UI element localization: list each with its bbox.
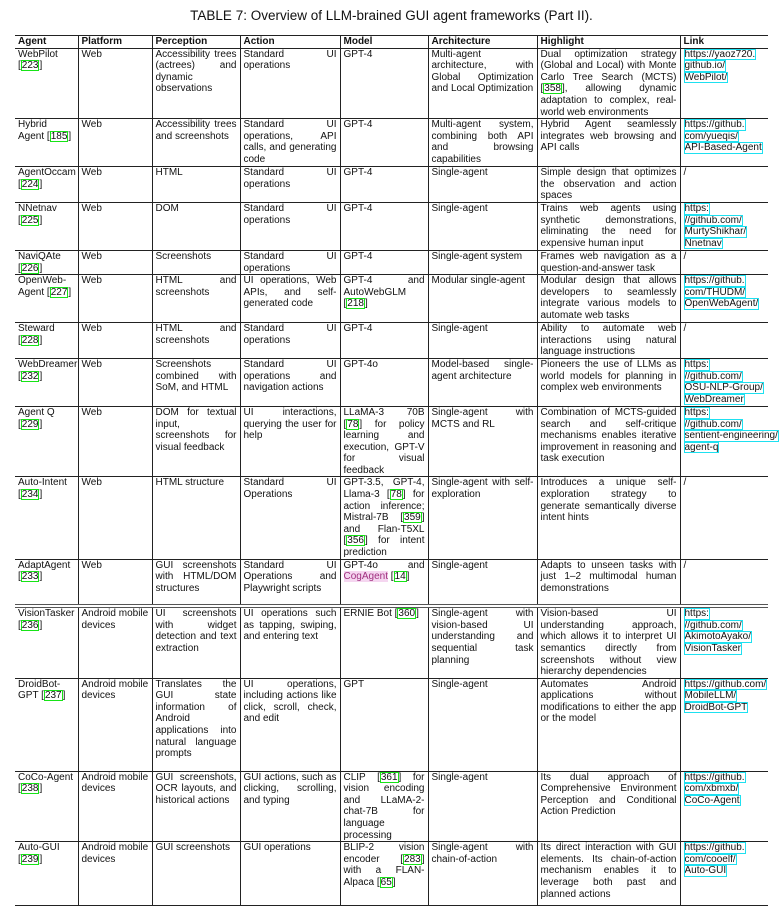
cell-text: Agent Q (18, 406, 55, 418)
cell-text: GPT-4 (343, 119, 373, 131)
platform-cell: Web (78, 406, 152, 477)
cell-text (388, 571, 391, 582)
model-cell: BLIP-2 vision encoder [283] with a FLAN-Alpaca [65] (340, 842, 428, 906)
cell-text: Trains web agents using synthetic demonstrations, eliminating the need for expensive human input (540, 202, 677, 249)
agent-cell: AdaptAgent [233] (15, 559, 78, 606)
citation-link[interactable]: 78 (347, 418, 359, 430)
citation-link[interactable]: 78 (390, 489, 402, 501)
action-cell: Standard UI Operations and Playwright scripts (240, 559, 340, 606)
model-cell (340, 48, 428, 119)
citation-link[interactable]: 218 (347, 298, 364, 310)
link-cell (680, 167, 768, 203)
link-cell (680, 250, 768, 274)
platform-cell: Web (78, 119, 152, 167)
repo-link[interactable]: https://github.com/ (684, 678, 767, 690)
highlight-cell (537, 606, 680, 678)
agent-cell: Auto-Intent [234] (15, 477, 78, 559)
cell-text: Its direct interaction with GUI elements. Its chain-of-action mechanism enables it to leverage both past and planned actions (540, 842, 677, 900)
model-cell (340, 202, 428, 250)
citation-link[interactable]: 237 (44, 690, 62, 702)
cell-text: for intent prediction (343, 535, 425, 559)
action-cell: Standard UI operations (240, 202, 340, 250)
highlight-cell (537, 678, 680, 771)
citation-link[interactable]: 356 (347, 535, 364, 547)
repo-link[interactable]: https://github. (684, 119, 745, 131)
cell-text: Simple design that optimizes the observation and action spaces (540, 167, 677, 202)
cell-text: NaviQAte (18, 250, 61, 262)
repo-link[interactable]: https: (684, 202, 709, 214)
citation-link[interactable]: 227 (50, 286, 68, 298)
highlight-cell (537, 202, 680, 250)
header-model: Model (340, 36, 428, 49)
repo-link[interactable]: //github.com/ (684, 214, 742, 226)
highlight-cell: Dual optimization strategy (Global and Local) with Monte Carlo Tree Search (MCTS) [358], allowing dynamic adaptation to complex, real-world web environments (537, 48, 680, 119)
architecture-cell: Single-agent (428, 771, 537, 842)
agent-cell: VisionTasker [236] (15, 606, 78, 678)
action-cell: Standard UI operations, API calls, and generating code (240, 119, 340, 167)
cell-text: GPT-4o (343, 358, 378, 370)
repo-link[interactable]: OpenWebAgent/ (684, 298, 759, 310)
platform-cell: Web (78, 275, 152, 323)
table-caption: TABLE 7: Overview of LLM-brained GUI agent frameworks (Part II). (190, 8, 593, 23)
link-cell (680, 771, 768, 842)
architecture-cell: Modular single-agent (428, 275, 537, 323)
table-row (15, 202, 768, 250)
agent-cell: Hybrid Agent [185] (15, 119, 78, 167)
perception-cell: Accessibility trees (actrees) and dynamic observations (152, 48, 240, 119)
repo-link[interactable]: sentient-engineering/ (684, 430, 778, 442)
cell-text: GPT-4 (343, 48, 373, 60)
perception-cell: HTML structure (152, 477, 240, 559)
table-row (15, 678, 768, 771)
citation-link[interactable]: 185 (50, 130, 68, 142)
repo-link[interactable]: https: (684, 608, 709, 620)
no-link: / (683, 167, 687, 179)
citation-link[interactable]: 229 (21, 418, 39, 430)
repo-link[interactable]: https: (684, 406, 709, 418)
no-link: / (683, 250, 687, 262)
agent-cell: CoCo-Agent [238] (15, 771, 78, 842)
repo-link[interactable]: Nnetnav (684, 237, 722, 249)
header-agent: Agent (15, 36, 78, 49)
highlight-cell (537, 559, 680, 606)
repo-link[interactable]: CoCo-Agent (684, 794, 740, 806)
cell-text: GPT-4 (343, 167, 373, 179)
perception-cell: GUI screenshots with HTML/DOM structures (152, 559, 240, 606)
repo-link[interactable]: //github.com/ (684, 370, 742, 382)
no-link: / (683, 559, 687, 571)
model-cell: LLaMA-3 70B [78] for policy learning and execution, GPT-V for visual feedback (340, 406, 428, 477)
agent-cell: OpenWeb-Agent [227] (15, 275, 78, 323)
cell-text: Automates Android applications without modifications to either the app or the model (540, 678, 677, 725)
agent-frameworks-table (15, 35, 778, 906)
action-cell: Standard UI operations (240, 167, 340, 203)
architecture-cell: Multi-agent architecture, with Global Optimization and Local Optimization (428, 48, 537, 119)
cell-text: NNetnav (18, 202, 57, 214)
cell-text: and Flan-T5XL (343, 523, 425, 535)
highlight-cell (537, 842, 680, 906)
citation-link[interactable]: 232 (21, 370, 39, 382)
repo-link[interactable]: https://yaoz720. (684, 48, 756, 60)
citation-link[interactable]: 228 (21, 334, 39, 346)
header-link: Link (680, 36, 768, 49)
citation-link[interactable]: 361 (380, 771, 398, 783)
cell-text: for vision encoding and LLaMA-2-chat-7B for language processing (343, 771, 425, 841)
no-link: / (683, 323, 687, 335)
table-row (15, 275, 768, 323)
model-cell: ERNIE Bot [360] (340, 606, 428, 678)
action-cell: Standard UI operations (240, 48, 340, 119)
citation-link[interactable]: 358 (544, 83, 561, 95)
architecture-cell: Single-agent (428, 323, 537, 359)
model-cell (340, 358, 428, 406)
table-row (15, 477, 768, 559)
cell-text: WebDreamer (18, 358, 78, 370)
perception-cell: HTML and screenshots (152, 275, 240, 323)
platform-cell: Web (78, 202, 152, 250)
action-cell: Standard UI operations (240, 250, 340, 274)
no-link: / (683, 477, 687, 489)
perception-cell: Accessibility trees and screenshots (152, 119, 240, 167)
repo-link[interactable]: Auto-GUI (684, 865, 727, 877)
action-cell: GUI operations (240, 842, 340, 906)
repo-link[interactable]: com/cooelf/ (684, 853, 736, 865)
action-cell: UI interactions, querying the user for help (240, 406, 340, 477)
header-platform: Platform (78, 36, 152, 49)
perception-cell: Screenshots combined with SoM, and HTML (152, 358, 240, 406)
repo-link[interactable]: agent-q (684, 441, 719, 453)
model-cell (340, 323, 428, 359)
platform-cell: Web (78, 559, 152, 606)
architecture-cell: Single-agent with MCTS and RL (428, 406, 537, 477)
table-row (15, 167, 768, 203)
perception-cell: Screenshots (152, 250, 240, 274)
table-row (15, 119, 768, 167)
cell-text: Pioneers the use of LLMs as world models for planning in complex web environments (540, 358, 677, 394)
cell-text: Auto-Intent (18, 477, 67, 489)
cell-text: DroidBot-GPT (18, 678, 61, 702)
cell-text: VisionTasker (18, 608, 75, 620)
link-cell (680, 202, 768, 250)
repo-link[interactable]: API-Based-Agent (684, 142, 762, 154)
citation-link[interactable]: 226 (21, 262, 39, 274)
architecture-cell: Model-based single-agent architecture (428, 358, 537, 406)
link-cell (680, 606, 768, 678)
cell-text: Hybrid Agent seamlessly integrates web browsing and API calls (540, 119, 677, 154)
repo-link[interactable]: WebDreamer (684, 393, 744, 405)
table-row (15, 559, 768, 606)
cell-text: for policy learning and execution, GPT-V for visual feedback (343, 418, 425, 476)
model-cell: GPT-4o and CogAgent [14] (340, 559, 428, 606)
header-architecture: Architecture (428, 36, 537, 49)
highlight-cell (537, 406, 680, 477)
platform-cell: Android mobile devices (78, 678, 152, 771)
platform-cell: Web (78, 48, 152, 119)
perception-cell: DOM for textual input, screenshots for visual feedback (152, 406, 240, 477)
cell-text: Steward (18, 323, 55, 335)
platform-cell: Web (78, 323, 152, 359)
cell-text: GPT-4 (343, 323, 373, 335)
perception-cell: UI screenshots with widget detection and text extraction (152, 606, 240, 678)
action-cell: UI operations such as tapping, swiping, and entering text (240, 606, 340, 678)
action-cell: Standard UI operations and navigation actions (240, 358, 340, 406)
cell-text: GPT-4 and AutoWebGLM (343, 275, 425, 298)
model-cell: GPT-4 and AutoWebGLM [218] (340, 275, 428, 323)
perception-cell: GUI screenshots (152, 842, 240, 906)
model-cell (340, 119, 428, 167)
header-row (15, 36, 768, 49)
citation-link[interactable]: 238 (21, 783, 39, 795)
citation-highlight[interactable]: CogAgent (343, 571, 388, 583)
perception-cell: GUI screenshots, OCR layouts, and historical actions (152, 771, 240, 842)
table-row (15, 771, 768, 842)
agent-cell: Agent Q [229] (15, 406, 78, 477)
repo-link[interactable]: MobileLLM/ (684, 690, 737, 702)
link-cell (680, 477, 768, 559)
architecture-cell: Single-agent (428, 559, 537, 606)
cell-text: Its dual approach of Comprehensive Environment Perception and Conditional Action Prediction (540, 771, 677, 818)
citation-link[interactable]: 239 (21, 853, 39, 865)
cell-text: GPT-4 (343, 250, 373, 262)
repo-link[interactable]: //github.com/ (684, 619, 742, 631)
repo-link[interactable]: github.io/ (684, 60, 726, 72)
agent-cell: NaviQAte [226] (15, 250, 78, 274)
architecture-cell: Single-agent with self-exploration (428, 477, 537, 559)
table-row (15, 406, 768, 477)
cell-text: AgentOccam (18, 167, 76, 179)
model-cell (340, 250, 428, 274)
link-cell (680, 406, 778, 477)
highlight-cell (537, 323, 680, 359)
agent-cell: DroidBot-GPT [237] (15, 678, 78, 771)
repo-link[interactable]: https://github. (684, 842, 745, 854)
highlight-cell (537, 119, 680, 167)
highlight-cell (537, 358, 680, 406)
cell-text: AdaptAgent (18, 559, 71, 571)
highlight-cell (537, 250, 680, 274)
repo-link[interactable]: com/THUDM/ (684, 286, 746, 298)
table-row (15, 358, 768, 406)
cell-text: Dual optimization strategy (Global and Local) with Monte Carlo Tree Search (MCTS) (540, 48, 677, 83)
repo-link[interactable]: com/yueqis/ (684, 130, 738, 142)
citation-link[interactable]: 14 (394, 571, 406, 583)
repo-link[interactable]: DroidBot-GPT (684, 701, 748, 713)
agent-cell: Steward [228] (15, 323, 78, 359)
perception-cell: DOM (152, 202, 240, 250)
link-cell (680, 678, 768, 771)
cell-text: CoCo-Agent (18, 771, 74, 783)
repo-link[interactable]: https://github. (684, 771, 745, 783)
highlight-cell (537, 275, 680, 323)
cell-text: CLIP (343, 771, 378, 783)
platform-cell: Web (78, 358, 152, 406)
platform-cell: Web (78, 477, 152, 559)
repo-link[interactable]: //github.com/ (684, 418, 742, 430)
table-row (15, 842, 768, 906)
platform-cell: Web (78, 250, 152, 274)
highlight-cell (537, 477, 680, 559)
repo-link[interactable]: AkimotoAyako/ (684, 631, 752, 643)
cell-text: GPT-4 (343, 202, 373, 214)
action-cell: Standard UI Operations (240, 477, 340, 559)
cell-text: Introduces a unique self-exploration strategy to generate semantically diverse intent hints (540, 477, 677, 524)
header-highlight: Highlight (537, 36, 680, 49)
action-cell: UI operations, including actions like click, scroll, check, and edit (240, 678, 340, 771)
citation-link[interactable]: 283 (404, 853, 421, 865)
action-cell: UI operations, Web APIs, and self-generated code (240, 275, 340, 323)
link-cell (680, 559, 768, 606)
agent-cell: Auto-GUI [239] (15, 842, 78, 906)
header-perception: Perception (152, 36, 240, 49)
header-action: Action (240, 36, 340, 49)
cell-text: , allowing dynamic adaptation to complex, real-world web environments (540, 83, 677, 118)
model-cell (340, 167, 428, 203)
platform-cell: Android mobile devices (78, 842, 152, 906)
cell-text: Hybrid Agent (18, 119, 47, 142)
table-row (15, 323, 768, 359)
architecture-cell: Single-agent (428, 202, 537, 250)
architecture-cell: Single-agent (428, 167, 537, 203)
repo-link[interactable]: VisionTasker (684, 642, 742, 654)
repo-link[interactable]: OSU-NLP-Group/ (684, 382, 763, 394)
agent-cell: WebDreamer [232] (15, 358, 78, 406)
architecture-cell: Single-agent (428, 678, 537, 771)
citation-link[interactable]: 360 (398, 608, 416, 620)
agent-cell: AgentOccam [224] (15, 167, 78, 203)
cell-text: GPT (343, 678, 365, 690)
perception-cell: HTML (152, 167, 240, 203)
perception-cell: Translates the GUI state information of Android applications into natural language prompts (152, 678, 240, 771)
platform-cell: Android mobile devices (78, 606, 152, 678)
citation-link[interactable]: 65 (380, 877, 392, 889)
table-row (15, 606, 768, 678)
cell-text: Vision-based UI understanding approach, which allows it to interpret UI semantics directly from screenshots without view hierarchy dependencies (540, 608, 677, 678)
cell-text: Combination of MCTS-guided search and self-critique mechanisms enables iterative improvement in reasoning and task execution (540, 406, 677, 465)
link-cell (680, 842, 768, 906)
cell-text: BLIP-2 vision encoder (343, 842, 425, 865)
architecture-cell: Single-agent with vision-based UI understanding and sequential task planning (428, 606, 537, 678)
architecture-cell: Multi-agent system, combining both API and browsing capabilities (428, 119, 537, 167)
architecture-cell: Single-agent with chain-of-action (428, 842, 537, 906)
cell-text: ERNIE Bot (343, 608, 395, 620)
citation-link[interactable]: 224 (21, 178, 39, 190)
citation-link[interactable]: 225 (21, 214, 39, 226)
cell-text: OpenWeb-Agent (18, 275, 67, 298)
cell-text: for action inference; Mistral-7B (343, 489, 425, 524)
citation-link[interactable]: 234 (21, 489, 39, 501)
repo-link[interactable]: MurtyShikhar/ (684, 226, 747, 238)
repo-link[interactable]: https: (684, 358, 709, 370)
citation-link[interactable]: 223 (21, 60, 39, 72)
cell-text: Adapts to unseen tasks with just 1–2 multimodal human demonstrations (540, 559, 677, 594)
cell-text: LLaMA-3 70B (343, 406, 425, 418)
table-row (15, 48, 768, 119)
cell-text: Frames web navigation as a question-and-answer task (540, 250, 677, 274)
model-cell: CLIP [361] for vision encoding and LLaMA-2-chat-7B for language processing (340, 771, 428, 842)
model-cell (340, 678, 428, 771)
platform-cell: Web (78, 167, 152, 203)
citation-link[interactable]: 236 (21, 619, 39, 631)
agent-cell: WebPilot [223] (15, 48, 78, 119)
cell-text: GPT-4o and (343, 559, 425, 571)
action-cell: Standard UI operations (240, 323, 340, 359)
link-cell (680, 358, 768, 406)
cell-text: Auto-GUI (18, 842, 60, 854)
citation-link[interactable]: 359 (404, 512, 421, 524)
cell-text: with a FLAN-Alpaca (343, 865, 425, 889)
highlight-cell (537, 771, 680, 842)
cell-text: GPT-3.5, GPT-4, Llama-3 (343, 477, 425, 501)
architecture-cell: Single-agent system (428, 250, 537, 274)
platform-cell: Android mobile devices (78, 771, 152, 842)
model-cell: GPT-3.5, GPT-4, Llama-3 [78] for action inference; Mistral-7B [359] and Flan-T5XL [356] for intent prediction (340, 477, 428, 559)
table-row (15, 250, 768, 274)
perception-cell: HTML and screenshots (152, 323, 240, 359)
citation-link[interactable]: 233 (21, 571, 39, 583)
link-cell (680, 48, 768, 119)
link-cell (680, 275, 768, 323)
cell-text: WebPilot (18, 48, 58, 60)
cell-text: Ability to automate web interactions using natural language instructions (540, 323, 677, 358)
action-cell: GUI actions, such as clicking, scrolling, and typing (240, 771, 340, 842)
cell-text: Modular design that allows developers to seamlessly integrate various models to automate web tasks (540, 275, 677, 321)
repo-link[interactable]: com/xbmxb/ (684, 783, 739, 795)
repo-link[interactable]: https://github. (684, 275, 745, 287)
link-cell (680, 119, 768, 167)
highlight-cell (537, 167, 680, 203)
repo-link[interactable]: WebPilot/ (684, 71, 728, 83)
link-cell (680, 323, 768, 359)
agent-cell: NNetnav [225] (15, 202, 78, 250)
